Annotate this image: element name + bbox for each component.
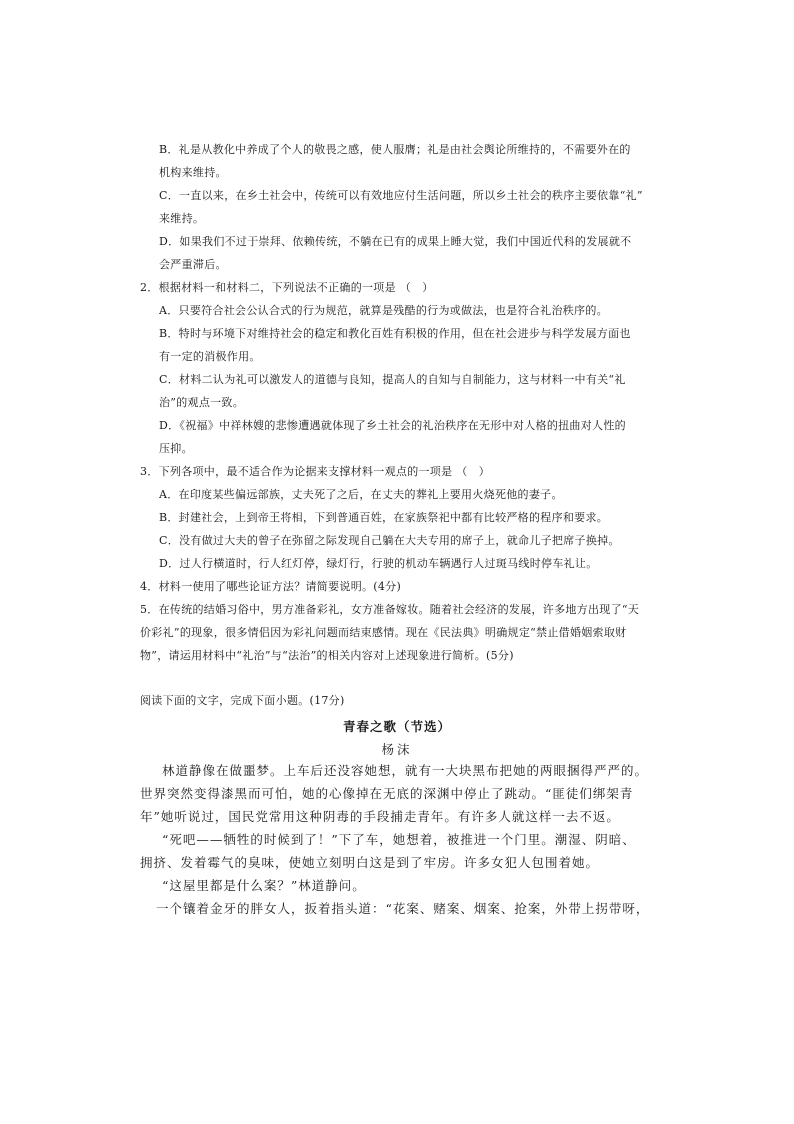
reading-instruction: 阅读下面的文字，完成下面小题。(17分) <box>140 694 345 707</box>
story-paragraph-3: “这屋里都是什么案？”林道静问。 <box>162 878 366 893</box>
question-5-line-1: 5．在传统的结婚习俗中，男方准备彩礼，女方准备嫁妆。随着社会经济的发展，许多地方出现了“天 <box>140 603 640 616</box>
q3-option-b: B．封建社会，上到帝王将相，下到普通百姓，在家族祭祀中都有比较严格的程序和要求。 <box>159 511 609 524</box>
option-b-line-2: 机构来维持。 <box>159 166 227 179</box>
q3-option-a: A．在印度某些偏远部族，丈夫死了之后，在丈夫的葬礼上要用火烧死他的妻子。 <box>159 488 563 501</box>
q2-option-b-line-1: B．特时与环境下对维持社会的稳定和教化百姓有积极的作用，但在社会进步与科学发展方面也 <box>159 327 631 340</box>
question-5-line-3: 物”，请运用材料中“礼治”与“法治”的相关内容对上述现象进行简析。(5分) <box>140 649 514 662</box>
story-paragraph-2-line-1: “死吧——牺牲的时候到了！”下了车，她想着，被推进一个门里。潮湿、阴暗、 <box>162 832 636 847</box>
story-paragraph-1-line-2: 世界突然变得漆黑而可怕，她的心像掉在无底的深渊中停止了跳动。“匪徒们绑架青 <box>140 786 634 801</box>
question-2-stem: 2．根据材料一和材料二，下列说法不正确的一项是 （ ） <box>140 281 434 294</box>
q3-option-c: C．没有做过大夫的曾子在弥留之际发现自己躺在大夫专用的席子上，就命儿子把席子换掉。 <box>159 534 620 547</box>
story-title: 青春之歌（节选） <box>342 719 451 734</box>
story-author: 杨沫 <box>381 742 413 757</box>
q2-option-b-line-2: 有一定的消极作用。 <box>159 350 261 363</box>
question-4-stem: 4．材料一使用了哪些论证方法？请简要说明。(4分) <box>140 580 402 593</box>
option-c-line-1: C．一直以来，在乡土社会中，传统可以有效地应付生活问题，所以乡土社会的秩序主要依靠“礼” <box>159 189 643 202</box>
q3-option-d: D．过人行横道时，行人红灯停，绿灯行，行驶的机动车辆遇行人过斑马线时停车礼让。 <box>159 557 598 570</box>
q2-option-d-line-1: D．《祝福》中祥林嫂的悲惨遭遇就体现了乡土社会的礼治秩序在无形中对人格的扭曲对人性的 <box>159 419 626 432</box>
story-paragraph-1-line-3: 年”她听说过，国民党常用这种阴毒的手段捕走青年。有许多人就这样一去不返。 <box>140 809 620 824</box>
q2-option-a: A．只要符合社会公认合式的行为规范，就算是残酷的行为或做法，也是符合礼治秩序的。 <box>159 304 608 317</box>
q2-option-d-line-2: 压抑。 <box>159 442 193 455</box>
story-paragraph-2-line-2: 拥挤、发着霉气的臭味，使她立刻明白这是到了牢房。许多女犯人包围着她。 <box>140 855 600 870</box>
q2-option-c-line-2: 治”的观点一致。 <box>159 396 245 409</box>
story-paragraph-4-line-1: 一个镶着金牙的胖女人，扳着指头道：“花案、赌案、烟案、抢案，外带上拐带呀， <box>156 901 650 916</box>
question-3-stem: 3．下列各项中，最不适合作为论据来支撑材料一观点的一项是 （ ） <box>140 465 491 478</box>
option-d-line-1: D．如果我们不过于崇拜、依赖传统，不躺在已有的成果上睡大觉，我们中国近代科的发展就不 <box>159 235 632 248</box>
q2-option-c-line-1: C．材料二认为礼可以激发人的道德与良知，提高人的自知与自制能力，这与材料一中有关“礼 <box>159 373 626 386</box>
option-b-line-1: B．礼是从教化中养成了个人的敬畏之感，使人服膺；礼是由社会舆论所维持的，不需要外在的 <box>159 143 631 156</box>
story-paragraph-1-line-1: 林道静像在做噩梦。上车后还没容她想，就有一大块黑布把她的两眼捆得严严的。 <box>162 763 649 778</box>
option-c-line-2: 来维持。 <box>159 212 205 225</box>
question-5-line-2: 价彩礼”的现象，很多情侣因为彩礼问题而结束感情。现在《民法典》明确规定“禁止借婚姻索取财 <box>140 626 627 639</box>
option-d-line-2: 会严重滞后。 <box>159 258 227 271</box>
